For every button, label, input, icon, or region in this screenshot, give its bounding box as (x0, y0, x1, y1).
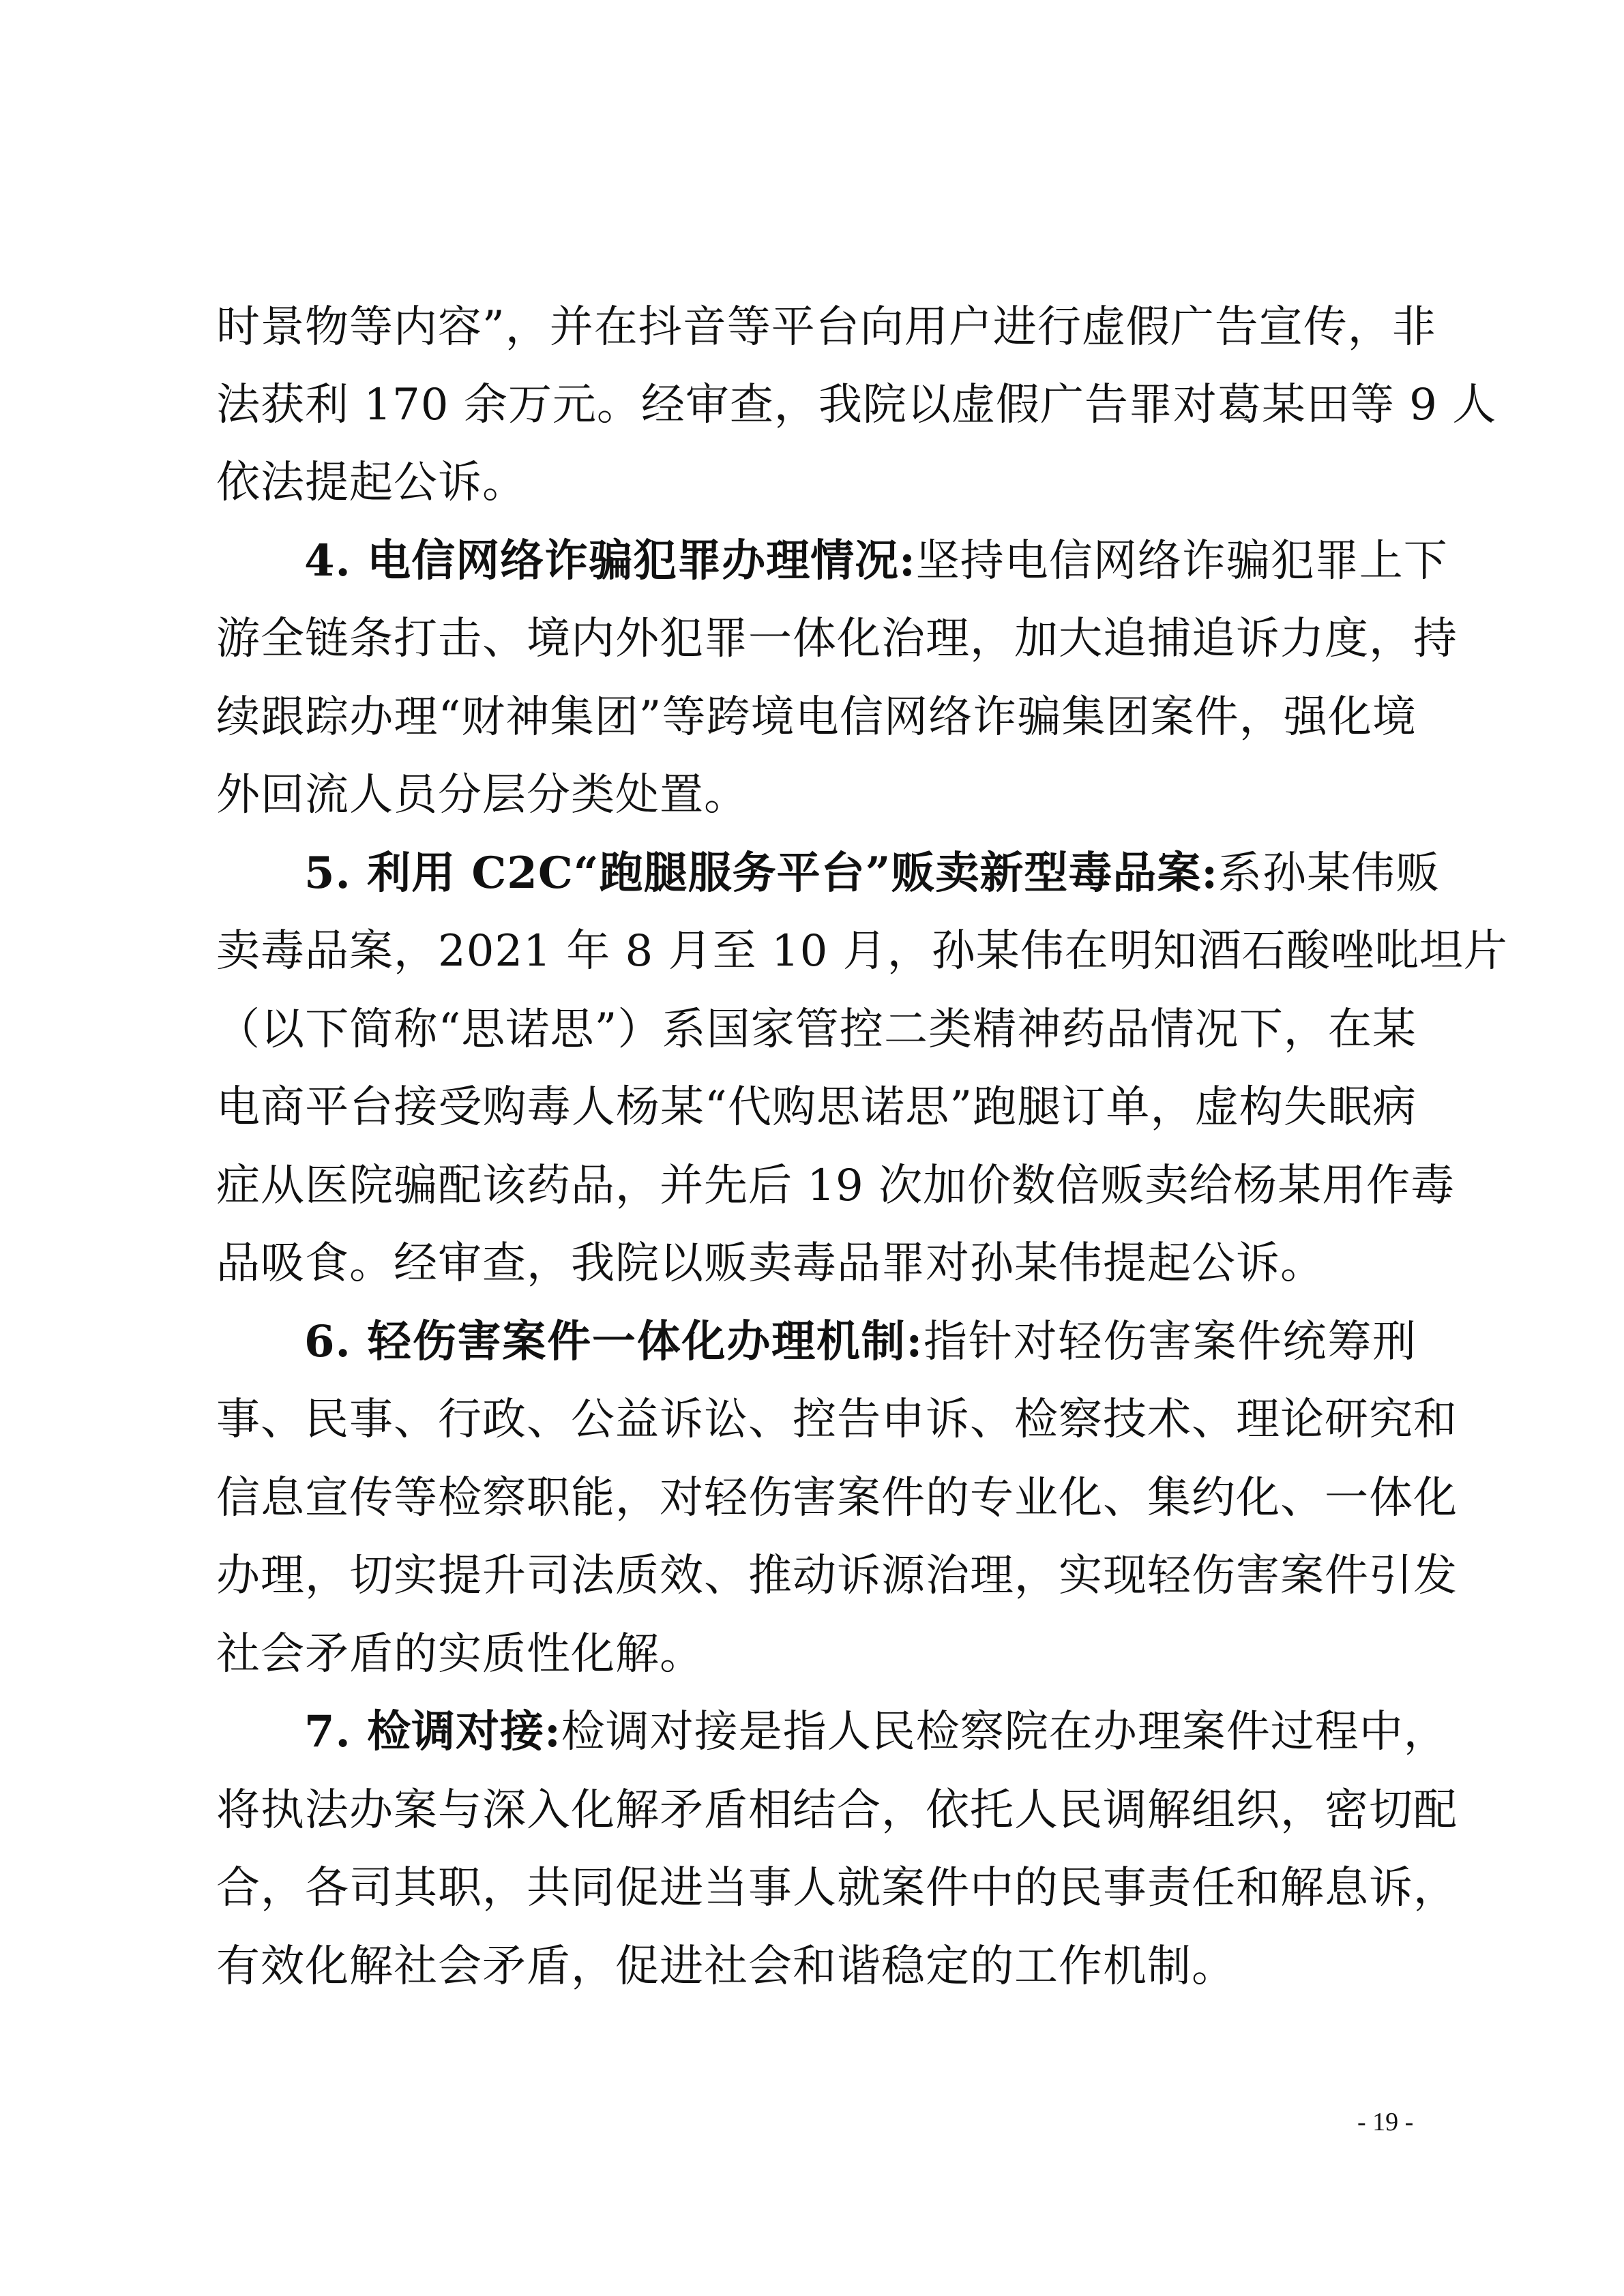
paragraph-line: 事、民事、行政、公益诉讼、控告申诉、检察技术、理论研究和 (216, 1395, 1458, 1445)
paragraph-first-line (304, 839, 1441, 914)
paragraph-line: 办理，切实提升司法质效、推动诉源治理，实现轻伤害案件引发 (216, 1551, 1458, 1601)
paragraph-first-line (304, 1698, 1448, 1773)
paragraph-line: 有效化解社会矛盾，促进社会和谐稳定的工作机制。 (216, 1941, 1236, 1992)
page-number: - 19 - (1357, 2108, 1414, 2136)
paragraph-first-line (304, 1308, 1417, 1383)
paragraph-line: 卖毒品案，2021 年 8 月至 10 月，孙某伟在明知酒石酸唑吡坦片 (216, 926, 1508, 976)
item-heading: 6. 轻伤害案件一体化办理机制: (304, 1316, 924, 1367)
item-heading: 5. 利用 C2C“跑腿服务平台”贩卖新型毒品案: (304, 848, 1219, 899)
paragraph-line: 游全链条打击、境内外犯罪一体化治理，加大追捕追诉力度，持 (216, 614, 1458, 664)
item-text: 系孙某伟贩 (1218, 848, 1441, 899)
paragraph-line: 依法提起公诉。 (216, 458, 527, 508)
paragraph-line: 品吸食。经审查，我院以贩卖毒品罪对孙某伟提起公诉。 (216, 1238, 1325, 1289)
item-text: 坚持电信网络诈骗犯罪上下 (915, 536, 1448, 586)
paragraph-line: 信息宣传等检察职能，对轻伤害案件的专业化、集约化、一体化 (216, 1473, 1458, 1523)
item-text: 检调对接是指人民检察院在办理案件过程中， (561, 1707, 1448, 1757)
paragraph-line: 社会矛盾的实质性化解。 (216, 1629, 704, 1680)
item-heading: 7. 检调对接: (304, 1706, 561, 1757)
item-text: 指针对轻伤害案件统筹刑 (923, 1317, 1417, 1367)
paragraph-line: 症从医院骗配该药品，并先后 19 次加价数倍贩卖给杨某用作毒 (216, 1161, 1456, 1211)
paragraph-line: （以下简称“思诺思”）系国家管控二类精神药品情况下，在某 (216, 1004, 1417, 1055)
paragraph-line: 时景物等内容”，并在抖音等平台向用户进行虚假广告宣传，非 (216, 302, 1436, 353)
paragraph-first-line (304, 527, 1448, 602)
paragraph-line: 将执法办案与深入化解矛盾相结合，依托人民调解组织，密切配 (216, 1785, 1458, 1836)
paragraph-line: 电商平台接受购毒人杨某“代购思诺思”跑腿订单，虚构失眠病 (216, 1082, 1417, 1133)
paragraph-line: 法获利 170 余万元。经审查，我院以虚假广告罪对葛某田等 9 人 (216, 380, 1497, 430)
paragraph-line: 外回流人员分层分类处置。 (216, 770, 748, 820)
paragraph-line: 续跟踪办理“财神集团”等跨境电信网络诈骗集团案件，强化境 (216, 692, 1417, 743)
item-heading: 4. 电信网络诈骗犯罪办理情况: (304, 535, 916, 586)
paragraph-line: 合，各司其职，共同促进当事人就案件中的民事责任和解息诉， (216, 1863, 1458, 1913)
